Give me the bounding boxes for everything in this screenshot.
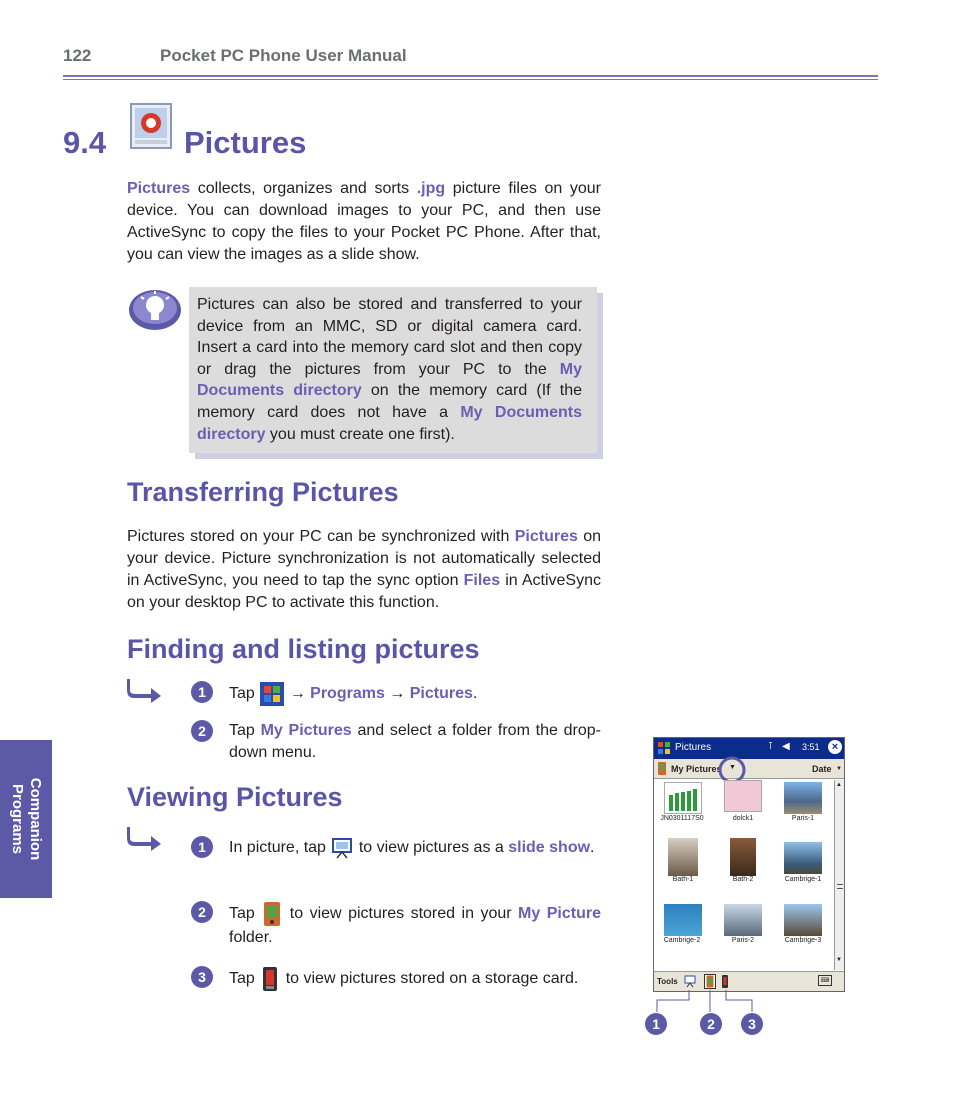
slideshow-icon (330, 836, 354, 860)
viewing-step-3: Tap to view pictures stored on a storage card. (229, 966, 601, 992)
device-screenshot (653, 737, 845, 992)
finding-step-1: Tap → Programs → Pictures. (229, 681, 601, 707)
start-menu-icon (259, 681, 285, 707)
viewing-step-1: In picture, tap to view pictures as a slide show. (229, 836, 601, 860)
header-rule-thin (63, 79, 878, 80)
transferring-paragraph: Pictures stored on your PC can be synchronized with Pictures on your device. Picture synchronization is not automatically selected in ActiveSync, you need to tap the sync option Files in ActiveSync on your desktop PC to activate this function. (127, 528, 601, 611)
picture-caption: Bath-1 (672, 876, 694, 883)
scrollbar[interactable] (834, 780, 844, 970)
scroll-thumb[interactable] (837, 884, 843, 889)
scroll-up-icon[interactable]: ▲ (836, 782, 842, 788)
storage-card-icon (259, 966, 281, 992)
device-memory-icon (657, 762, 667, 775)
picture-caption: Cambrige-1 (784, 876, 822, 883)
procedure-arrow-icon (127, 676, 163, 704)
tools-menu[interactable]: Tools (657, 977, 678, 986)
callout-lines (652, 990, 754, 1012)
slideshow-icon[interactable] (684, 975, 696, 988)
intro-paragraph: Pictures collects, organizes and sorts .jpg picture files on your device. You can download images to your PC, and then use ActiveSync to copy the files to your Pocket PC Phone. After that, you can view the images as a slide show. (127, 180, 602, 263)
picture-caption: Cambrige-2 (663, 937, 701, 944)
header-rule (63, 75, 878, 77)
device-memory-icon (261, 901, 283, 927)
picture-thumbnail[interactable] (730, 838, 756, 876)
pictures-app-icon (127, 100, 175, 152)
device-time: 3:51 (802, 742, 820, 752)
picture-thumbnail[interactable] (724, 780, 762, 812)
procedure-arrow-icon (127, 824, 163, 852)
step-number: 1 (191, 836, 213, 858)
finding-heading: Finding and listing pictures (127, 634, 480, 664)
picture-caption: dolck1 (732, 815, 754, 822)
picture-caption: Paris-1 (791, 815, 815, 822)
device-memory-icon[interactable] (704, 974, 716, 989)
transferring-heading: Transferring Pictures (127, 477, 399, 507)
windows-flag-icon (657, 741, 671, 755)
note-text: Pictures can also be stored and transferred to your device from an MMC, SD or digital camera card. Insert a card into the memory card slot and then copy or drag the pictures from your PC to the My Documents directory on the memory card (If the memory card does not have a My Documents directory you must create one first). (197, 296, 583, 443)
manual-title: Pocket PC Phone User Manual (160, 46, 407, 65)
step-number: 2 (191, 901, 213, 923)
picture-caption: Bath-2 (732, 876, 754, 883)
chevron-down-icon: ▼ (729, 764, 736, 771)
step-number: 2 (191, 720, 213, 742)
finding-step-2: Tap My Pictures and select a folder from the drop-down menu. (229, 722, 601, 761)
device-title-bar (654, 738, 844, 759)
callout-number: 1 (645, 1013, 667, 1035)
picture-thumbnail[interactable] (724, 904, 762, 936)
note-box (189, 287, 597, 453)
picture-thumbnail[interactable] (664, 782, 702, 814)
picture-thumbnail[interactable] (784, 782, 822, 814)
sort-dropdown[interactable]: Date (812, 764, 832, 774)
folder-dropdown[interactable]: My Pictures (671, 764, 722, 774)
picture-caption: Paris-2 (731, 937, 755, 944)
storage-card-icon[interactable] (720, 974, 730, 989)
page-number: 122 (63, 46, 92, 65)
scroll-down-icon[interactable]: ▼ (836, 957, 842, 963)
picture-caption: Cambrige-3 (784, 937, 822, 944)
viewing-heading: Viewing Pictures (127, 782, 343, 812)
callout-number: 3 (741, 1013, 763, 1035)
chapter-tab (0, 740, 52, 898)
picture-thumbnail[interactable] (784, 904, 822, 936)
tip-lightbulb-icon (127, 287, 183, 333)
device-app-title: Pictures (675, 742, 712, 753)
viewing-step-2: Tap to view pictures stored in your My Picture folder. (229, 901, 601, 949)
step-number: 3 (191, 966, 213, 988)
device-toolbar (654, 971, 844, 991)
keyboard-icon[interactable]: ⌨ (818, 975, 832, 986)
chapter-tab-label: Companion Programs (9, 777, 44, 861)
section-title: Pictures (184, 125, 307, 160)
picture-thumbnail[interactable] (664, 904, 702, 936)
section-number: 9.4 (63, 125, 107, 160)
picture-caption: JN0301117S0 (660, 815, 704, 822)
picture-thumbnail[interactable] (668, 838, 698, 876)
callout-number: 2 (700, 1013, 722, 1035)
step-number: 1 (191, 681, 213, 703)
signal-icon: ⊺ (768, 741, 774, 752)
picture-thumbnail[interactable] (784, 842, 822, 874)
chevron-down-icon: ▼ (836, 766, 842, 772)
close-icon[interactable]: × (828, 740, 842, 754)
device-folder-bar (654, 759, 844, 779)
volume-icon: ◀ (782, 741, 790, 752)
